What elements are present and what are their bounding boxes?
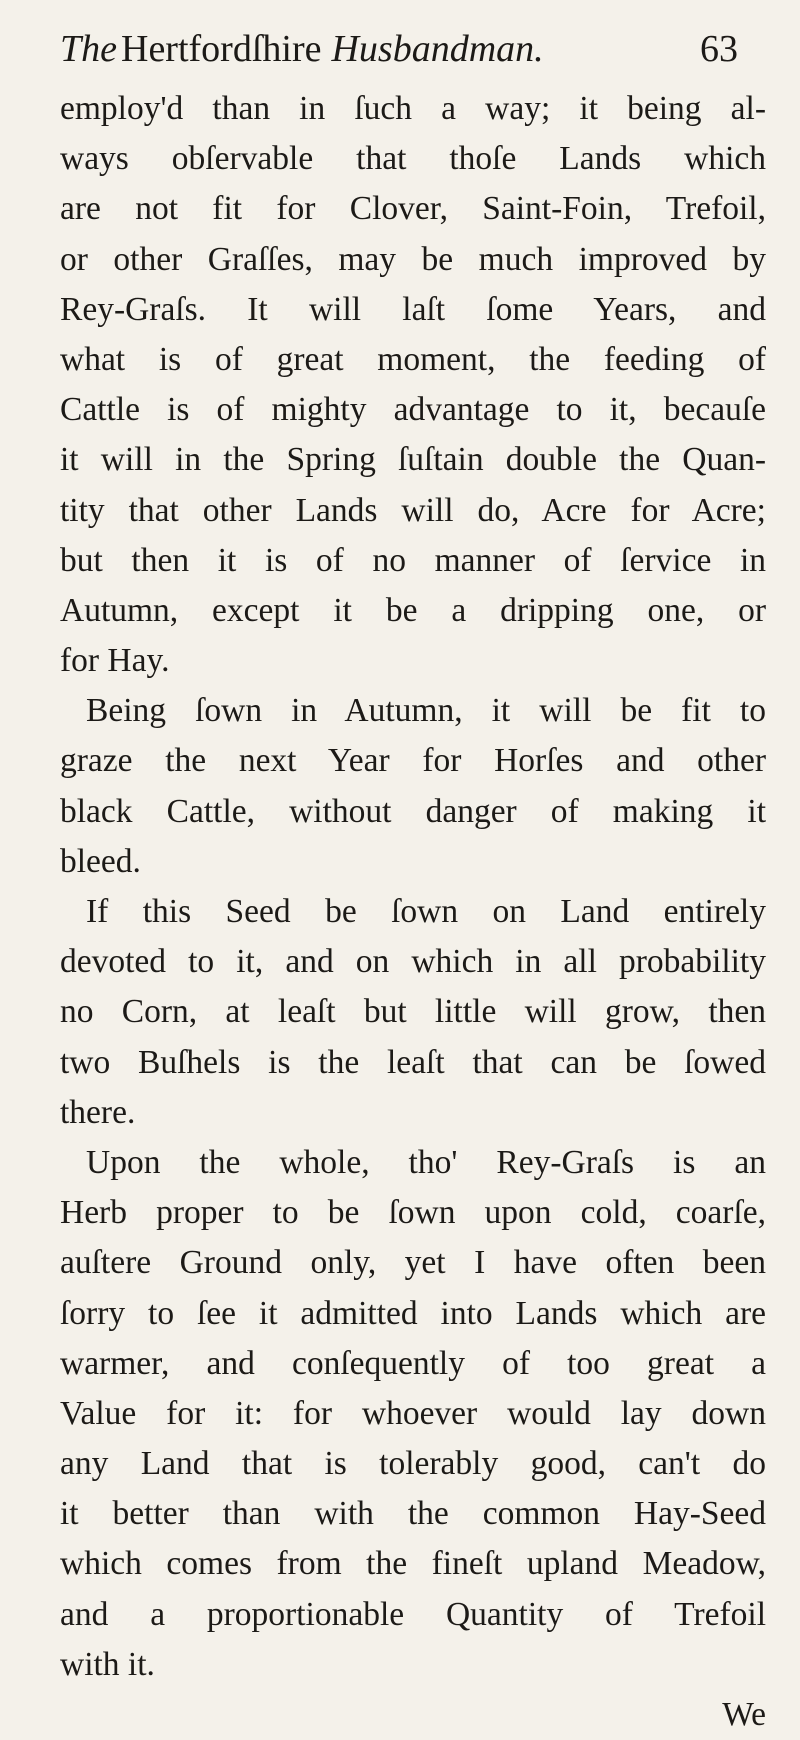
text-line: any Land that is tolerably good, can't do	[60, 1445, 766, 1483]
text-line: what is of great moment, the feeding of	[60, 340, 766, 378]
text-line: Rey-Graſs. It will laſt ſome Years, and	[60, 290, 766, 328]
text-line: graze the next Year for Horſes and other	[60, 742, 766, 780]
running-head-husbandman: Husbandman.	[331, 28, 544, 70]
text-line: Cattle is of mighty advantage to it, becauſe	[60, 391, 766, 429]
text-line: warmer, and conſequently of too great a	[60, 1344, 766, 1382]
text-line: tity that other Lands will do, Acre for Acre;	[60, 491, 766, 529]
text-line: black Cattle, without danger of making it	[60, 792, 766, 830]
text-line: devoted to it, and on which in all probability	[60, 943, 766, 981]
text-line: for Hay.	[60, 642, 170, 680]
text-line: ſorry to ſee it admitted into Lands which are	[60, 1294, 766, 1332]
body-text	[60, 84, 766, 1690]
page-number: 63	[700, 28, 738, 70]
text-line: bleed.	[60, 842, 141, 880]
text-line: which comes from the fineſt upland Meadow,	[60, 1545, 766, 1583]
text-line: with it.	[60, 1645, 155, 1683]
text-line: it will in the Spring ſuſtain double the Quan-	[60, 441, 766, 479]
text-line: If this Seed be ſown on Land entirely	[86, 893, 766, 930]
text-line: two Buſhels is the leaſt that can be ſowed	[60, 1043, 766, 1081]
text-line: Upon the whole, tho' Rey-Graſs is an	[86, 1143, 766, 1181]
text-line: employ'd than in ſuch a way; it being al-	[60, 90, 766, 127]
text-line: but then it is of no manner of ſervice in	[60, 541, 766, 579]
text-line: no Corn, at leaſt but little will grow, then	[60, 993, 766, 1031]
text-line: Being ſown in Autumn, it will be fit to	[86, 692, 766, 730]
text-line: ways obſervable that thoſe Lands which	[60, 140, 766, 178]
running-head-the: The	[60, 28, 117, 70]
text-line: Autumn, except it be a dripping one, or	[60, 591, 766, 629]
text-line: and a proportionable Quantity of Trefoil	[60, 1595, 766, 1633]
text-line: or other Graſſes, may be much improved by	[60, 240, 766, 278]
text-line: auſtere Ground only, yet I have often been	[60, 1244, 766, 1282]
running-head-county: Hertfordſhire	[121, 28, 322, 70]
text-line: it better than with the common Hay-Seed	[60, 1495, 766, 1533]
text-line: Herb proper to be ſown upon cold, coarſe,	[60, 1194, 766, 1232]
catchword: We	[722, 1696, 766, 1733]
text-line: are not fit for Clover, Saint-Foin, Trefoil,	[60, 190, 766, 228]
text-line: Value for it: for whoever would lay down	[60, 1394, 766, 1432]
text-line: there.	[60, 1093, 136, 1131]
running-head	[60, 14, 764, 84]
